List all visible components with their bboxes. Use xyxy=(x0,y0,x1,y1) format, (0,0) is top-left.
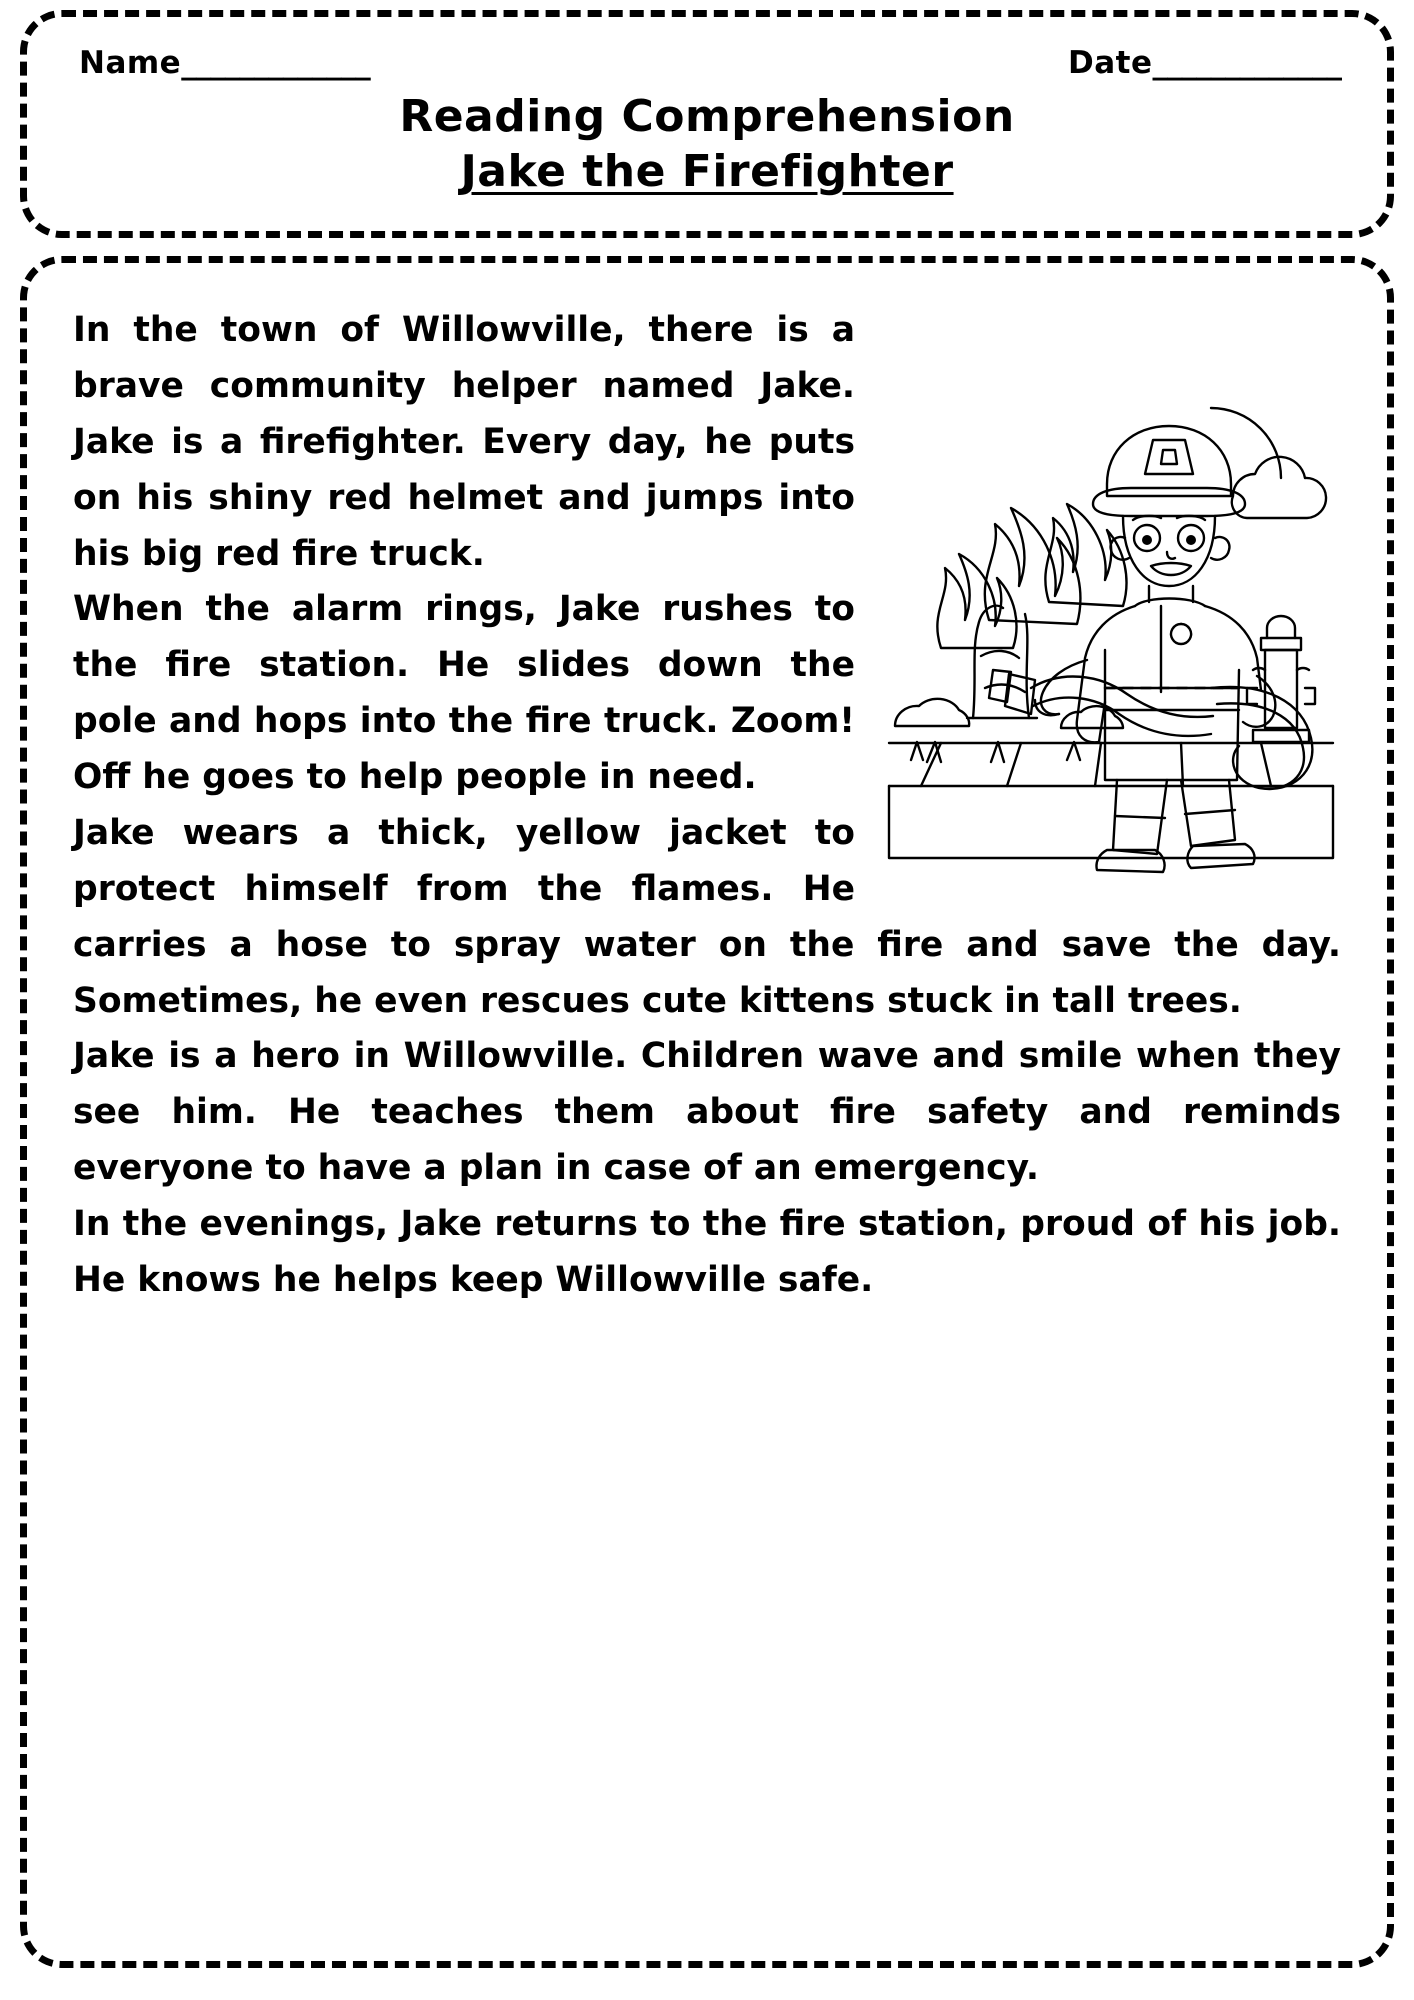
name-field[interactable] xyxy=(79,45,370,81)
passage-paragraph-4: Jake is a hero in Willowville. Children wave and smile when they see him. He teaches them about fire safety and reminds everyone to have a plan in case of an emergency. xyxy=(73,1036,1341,1189)
name-blank-line[interactable]: _____________ xyxy=(181,45,370,81)
passage-paragraph-2: When the alarm rings, Jake rushes to the fire station. He slides down the pole and hops into the fire truck. Zoom! Off he goes to help people in need. xyxy=(73,589,855,797)
date-label: Date xyxy=(1068,45,1153,81)
page-title: Reading Comprehension xyxy=(399,91,1015,142)
title-block xyxy=(27,89,1387,199)
passage-box xyxy=(20,256,1394,1968)
date-field[interactable] xyxy=(1068,45,1341,81)
name-label: Name xyxy=(79,45,182,81)
header-box xyxy=(20,10,1394,238)
passage-paragraph-1: In the town of Willowville, there is a brave community helper named Jake. Jake is a firefighter. Every day, he puts on his shiny red helmet and jumps into his big red fire truck. xyxy=(73,310,855,574)
date-blank-line[interactable]: _____________ xyxy=(1152,45,1341,81)
passage-paragraph-5: In the evenings, Jake returns to the fire station, proud of his job. He knows he helps keep Willowville safe. xyxy=(73,1204,1341,1300)
page-subtitle: Jake the Firefighter xyxy=(460,146,954,197)
firefighter-illustration xyxy=(881,388,1341,888)
name-date-row xyxy=(27,17,1387,81)
passage-paragraph-3: Jake wears a thick, yellow jacket to protect himself from the flames. He carries a hose to spray water on the fire and save the day. Sometimes, he even rescues cute kittens stuck in tall trees. xyxy=(73,812,1341,1021)
